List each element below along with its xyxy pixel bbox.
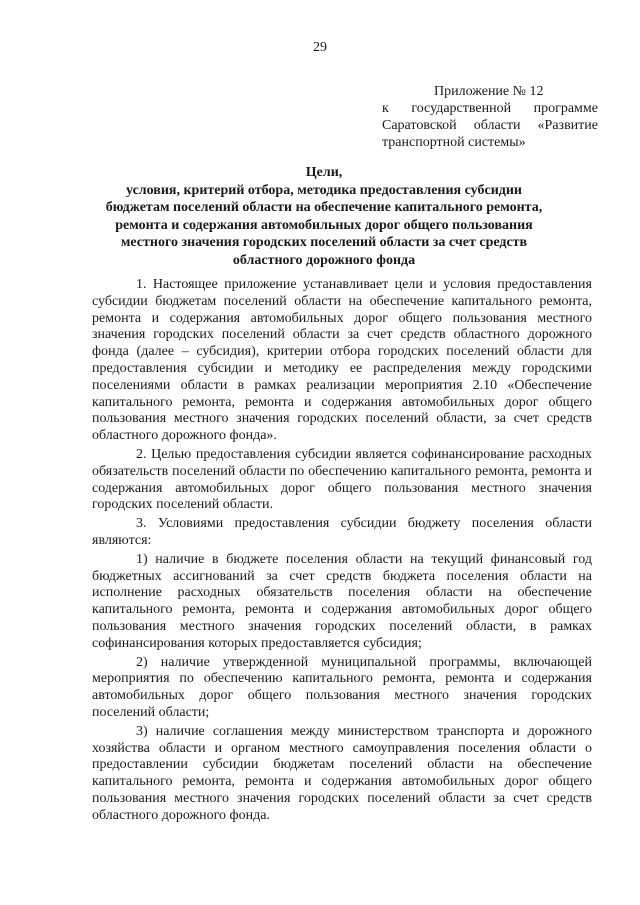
appendix-number: Приложение № 12 bbox=[434, 84, 544, 99]
list-item-1: 1) наличие в бюджете поселения области на текущий финансовый год бюджетных ассигнований за счет средств бюджета поселения области на исполнение расходных обязательств поселения области на обеспечение капитального ремонта, ремонта и содержания автомобильных дорог общего пользования местного значения городских поселений области, в рамках софинансирования которых предоставляется субсидия; bbox=[92, 551, 592, 651]
title-heading: Цели, bbox=[305, 165, 343, 180]
list-item-3: 3) наличие соглашения между министерством транспорта и дорожного хозяйства области и органом местного самоуправления поселения области о предоставлении субсидии бюджетам поселений области на обеспечение капитального ремонта, ремонта и содержания автомобильных дорог общего пользования местного значения городских поселений области за счет средств областного дорожного фонда. bbox=[92, 723, 592, 823]
document-body bbox=[92, 277, 592, 827]
paragraph-2: 2. Целью предоставления субсидии является софинансирование расходных обязательств поселений области по обеспечению капитального ремонта, ремонта и содержания автомобильных дорог общего пользования местного значения городских поселений области. bbox=[92, 446, 592, 513]
list-item-2: 2) наличие утвержденной муниципальной программы, включающей мероприятия по обеспечению капитального ремонта, ремонта и содержания автомобильных дорог общего пользования местного значения городских поселений области; bbox=[92, 654, 592, 720]
document-title bbox=[96, 164, 552, 269]
paragraph-3: 3. Условиями предоставления субсидии бюджету поселения области являются: bbox=[92, 516, 592, 548]
page-number: 29 bbox=[313, 40, 327, 55]
appendix-program-reference: к государственной программе Саратовской области «Развитие транспортной системы» bbox=[382, 101, 598, 150]
paragraph-1: 1. Настоящее приложение устанавливает цели и условия предоставления субсидии бюджетам поселений области на обеспечение капитального ремонта, ремонта и содержания автомобильных дорог общего пользования местного значения городских поселений области за счет средств областного дорожного фонда (далее – субсидия), критерии отбора городских поселений области для предоставления субсидии и методику ее распределения между городскими поселениями области в рамках реализации мероприятия 2.10 «Обеспечение капитального ремонта, ремонта и содержания автомобильных дорог общего пользования местного значения городских поселений области, за счет средств областного дорожного фонда». bbox=[92, 277, 592, 444]
title-subtitle: условия, критерий отбора, методика предоставления субсидии бюджетам поселений области на обеспечение капитального ремонта, ремонта и содержания автомобильных дорог общего пользования местного значения городских поселений области за счет средств областного дорожного фонда bbox=[105, 182, 543, 268]
appendix-header bbox=[382, 83, 598, 151]
